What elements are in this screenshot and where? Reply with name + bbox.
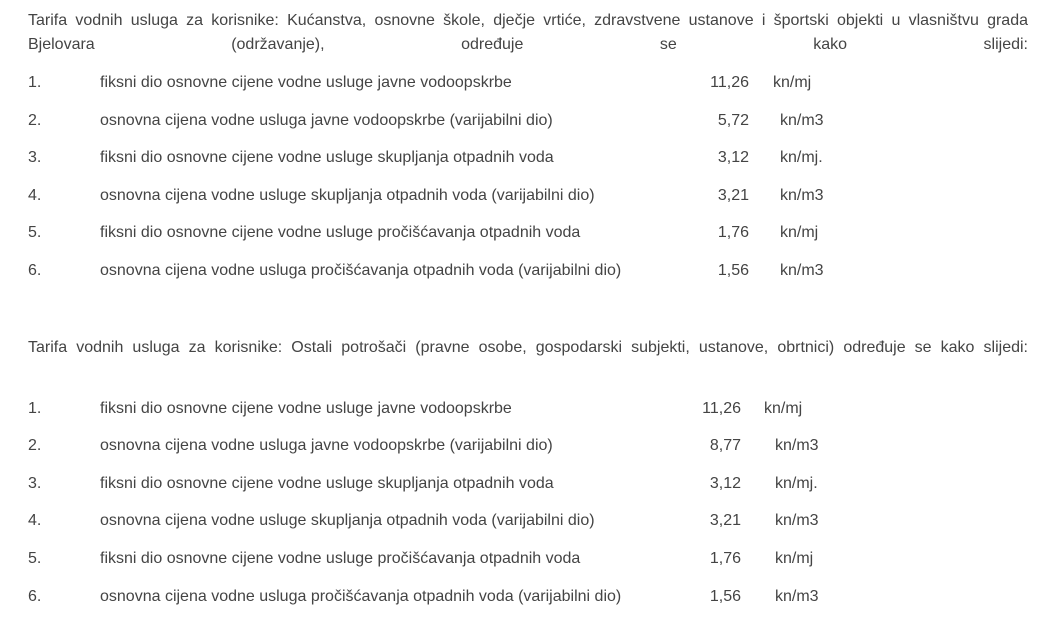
item-description: fiksni dio osnovne cijene vodne usluge skupljanja otpadnih voda — [100, 475, 554, 492]
item-unit: kn/m3 — [775, 512, 819, 529]
item-number: 5. — [28, 550, 42, 567]
section-1-item-2 — [0, 110, 1059, 132]
item-price: 11,26 — [702, 400, 741, 417]
item-price: 5,72 — [717, 112, 749, 129]
section-2-item-6 — [0, 586, 1059, 608]
section-2-item-5 — [0, 548, 1059, 570]
item-number: 4. — [28, 512, 42, 529]
item-unit: kn/mj — [775, 550, 814, 567]
item-price: 8,77 — [709, 437, 741, 454]
item-unit: kn/mj — [780, 224, 819, 241]
section-2-item-1 — [0, 398, 1059, 420]
section-1-item-1 — [0, 72, 1059, 94]
item-description: fiksni dio osnovne cijene vodne usluge pročišćavanja otpadnih voda — [100, 224, 581, 241]
item-price: 3,21 — [717, 187, 749, 204]
item-description: osnovna cijena vodne usluga javne vodoopskrbe (varijabilni dio) — [100, 112, 553, 129]
item-unit: kn/mj — [764, 400, 803, 417]
item-number: 3. — [28, 475, 42, 492]
section-1-item-3 — [0, 147, 1059, 169]
item-description: osnovna cijena vodne usluga pročišćavanja otpadnih voda (varijabilni dio) — [100, 262, 622, 279]
section-1-item-4 — [0, 185, 1059, 207]
section-2-item-4 — [0, 510, 1059, 532]
item-description: osnovna cijena vodne usluge skupljanja otpadnih voda (varijabilni dio) — [100, 187, 595, 204]
item-price: 3,12 — [717, 149, 749, 166]
item-description: fiksni dio osnovne cijene vodne usluge javne vodoopskrbe — [100, 74, 512, 91]
item-description: fiksni dio osnovne cijene vodne usluge javne vodoopskrbe — [100, 400, 512, 417]
section-2-intro: Tarifa vodnih usluga za korisnike: Ostali potrošači (pravne osobe, gospodarski subjekti, ustanove, obrtnici) određuje se kako slijedi: — [28, 339, 1028, 356]
item-number: 5. — [28, 224, 42, 241]
item-price: 1,56 — [709, 588, 741, 605]
item-unit: kn/mj. — [775, 475, 818, 492]
item-number: 2. — [28, 437, 42, 454]
section-1-intro: Tarifa vodnih usluga za korisnike: Kućanstva, osnovne škole, dječje vrtiće, zdravstvene ustanove i športski objekti u vlasništvu grada Bjelovara (održavanje), određuje se kako slijedi: — [28, 12, 1028, 53]
item-unit: kn/m3 — [780, 187, 824, 204]
section-1-item-5 — [0, 222, 1059, 244]
item-price: 3,12 — [709, 475, 741, 492]
item-description: fiksni dio osnovne cijene vodne usluge skupljanja otpadnih voda — [100, 149, 554, 166]
item-price: 3,21 — [709, 512, 741, 529]
item-price: 1,76 — [709, 550, 741, 567]
item-number: 1. — [28, 74, 42, 91]
item-unit: kn/mj — [773, 74, 812, 91]
section-2-item-3 — [0, 473, 1059, 495]
item-number: 1. — [28, 400, 42, 417]
section-2-item-2 — [0, 435, 1059, 457]
item-number: 2. — [28, 112, 42, 129]
item-unit: kn/m3 — [775, 437, 819, 454]
item-price: 1,76 — [717, 224, 749, 241]
item-price: 11,26 — [710, 74, 749, 91]
item-description: osnovna cijena vodne usluge skupljanja otpadnih voda (varijabilni dio) — [100, 512, 595, 529]
item-price: 1,56 — [717, 262, 749, 279]
item-description: osnovna cijena vodne usluga pročišćavanja otpadnih voda (varijabilni dio) — [100, 588, 622, 605]
item-number: 3. — [28, 149, 42, 166]
section-1-item-6 — [0, 260, 1059, 282]
item-unit: kn/m3 — [780, 112, 824, 129]
item-description: osnovna cijena vodne usluga javne vodoopskrbe (varijabilni dio) — [100, 437, 553, 454]
item-description: fiksni dio osnovne cijene vodne usluge pročišćavanja otpadnih voda — [100, 550, 581, 567]
item-unit: kn/m3 — [780, 262, 824, 279]
item-unit: kn/mj. — [780, 149, 823, 166]
item-number: 6. — [28, 262, 42, 279]
item-number: 4. — [28, 187, 42, 204]
item-number: 6. — [28, 588, 42, 605]
item-unit: kn/m3 — [775, 588, 819, 605]
